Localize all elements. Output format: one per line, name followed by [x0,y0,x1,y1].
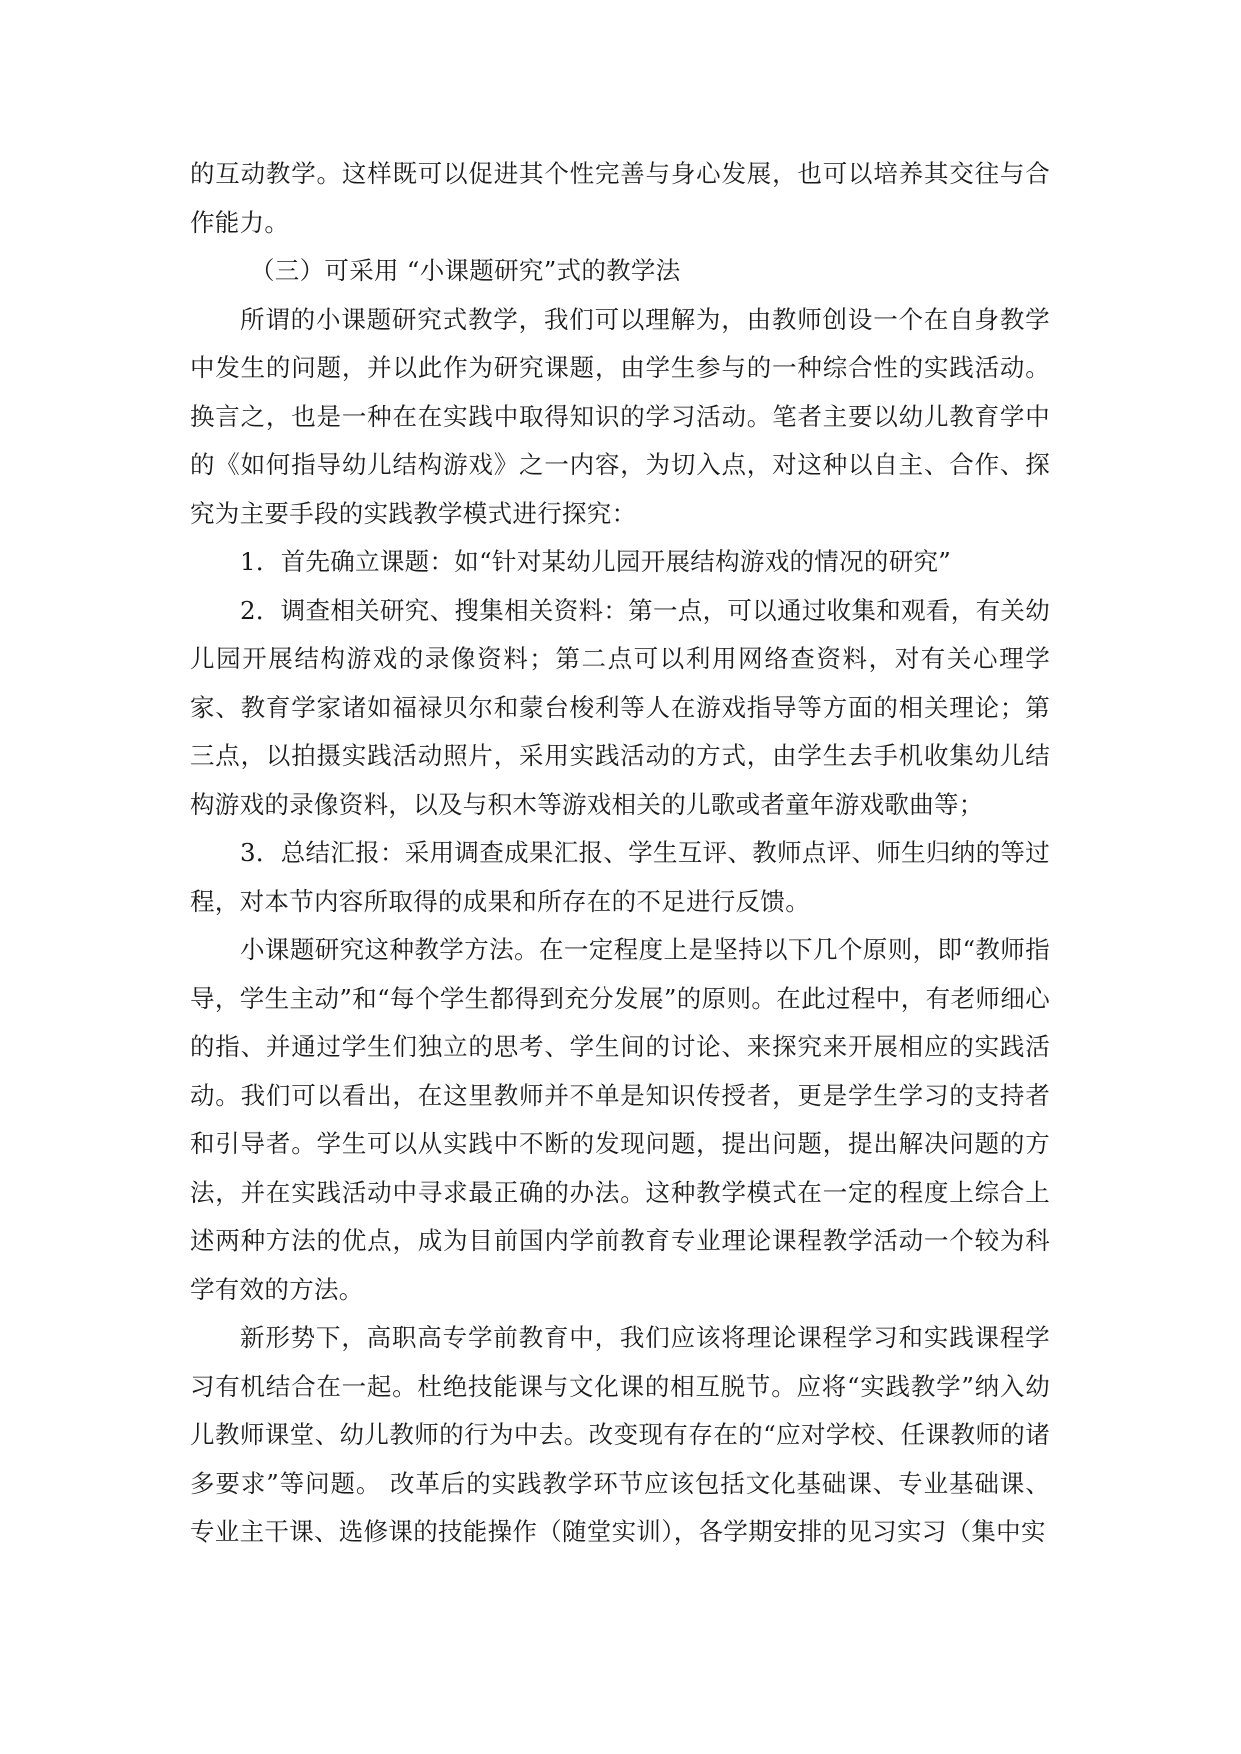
paragraph-definition: 所谓的小课题研究式教学，我们可以理解为，由教师创设一个在自身教学中发生的问题，并以此作为研究课题，由学生参与的一种综合性的实践活动。换言之，也是一种在在实践中取得知识的学习活动。笔者主要以幼儿教育学中的《如何指导幼儿结构游戏》之一内容，为切入点，对这种以自主、合作、探究为主要手段的实践教学模式进行探究： [190,304,1050,528]
paragraph-new-situation: 新形势下，高职高专学前教育中，我们应该将理论课程学习和实践课程学习有机结合在一起。杜绝技能课与文化课的相互脱节。应将“实践教学”纳入幼儿教师课堂、幼儿教师的行为中去。改变现有存在的“应对学校、任课教师的诸多要求”等问题。 改革后的实践教学环节应该包括文化基础课、专业基础课、专业主干课、选修课的技能操作（随堂实训），各学期安排的见习实习（集中实 [190,1323,1050,1546]
section-heading: （三）可采用 “小课题研究”式的教学法 [250,256,681,285]
list-item-1: 1．首先确立课题：如“针对某幼儿园开展结构游戏的情况的研究” [240,547,952,576]
list-item-2: 2．调查相关研究、搜集相关资料：第一点，可以通过收集和观看，有关幼儿园开展结构游戏的录像资料；第二点可以利用网络查资料，对有关心理学家、教育学家诸如福禄贝尔和蒙台梭利等人在游戏指导等方面的相关理论；第三点，以拍摄实践活动照片，采用实践活动的方式，由学生去手机收集幼儿结构游戏的录像资料，以及与积木等游戏相关的儿歌或者童年游戏歌曲等； [190,595,1050,819]
document-page [190,150,1050,1557]
paragraph-continuation: 的互动教学。这样既可以促进其个性完善与身心发展，也可以培养其交往与合作能力。 [190,159,1050,237]
paragraph-principles: 小课题研究这种教学方法。在一定程度上是坚持以下几个原则，即“教师指导，学生主动”和“每个学生都得到充分发展”的原则。在此过程中，有老师细心的指、并通过学生们独立的思考、学生间的讨论、来探究来开展相应的实践活动。我们可以看出，在这里教师并不单是知识传授者，更是学生学习的支持者和引导者。学生可以从实践中不断的发现问题，提出问题，提出解决问题的方法，并在实践活动中寻求最正确的办法。这种教学模式在一定的程度上综合上述两种方法的优点，成为目前国内学前教育专业理论课程教学活动一个较为科学有效的方法。 [190,935,1050,1304]
list-item-3: 3．总结汇报：采用调查成果汇报、学生互评、教师点评、师生归纳的等过程，对本节内容所取得的成果和所存在的不足进行反馈。 [190,838,1050,916]
